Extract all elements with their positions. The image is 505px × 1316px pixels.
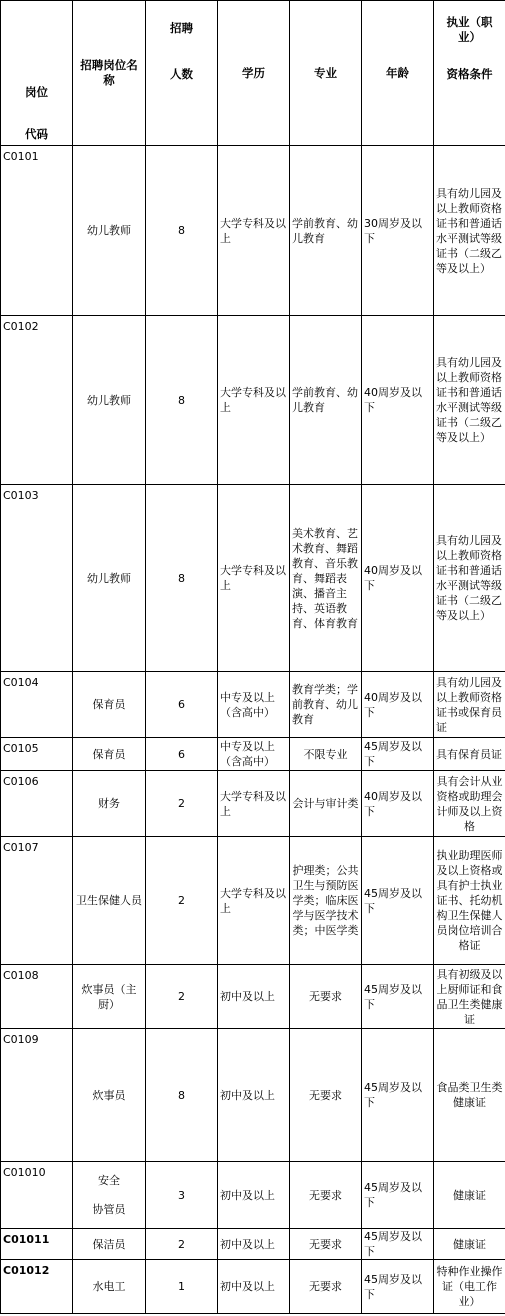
major: 无要求 [290,965,362,1029]
post-name: 幼儿教师 [73,146,146,316]
table-row [1,485,505,672]
post-count: 2 [146,965,218,1029]
age: 30周岁及以下 [362,146,434,316]
major: 学前教育、幼儿教育 [290,146,362,316]
header-post-name: 招聘岗位名称 [73,1,146,146]
education: 大学专科及以上 [218,146,290,316]
certification: 具有幼儿园及以上教师资格证书或保育员证 [434,672,505,738]
major: 学前教育、幼儿教育 [290,316,362,485]
table-row [1,837,505,965]
education: 大学专科及以上 [218,837,290,965]
header-certification: 执业（职业） 资格条件 [434,1,505,146]
major: 无要求 [290,1162,362,1229]
header-age: 年龄 [362,1,434,146]
post-code: C01011 [1,1229,73,1260]
table-row [1,965,505,1029]
post-count: 2 [146,771,218,837]
post-name: 幼儿教师 [73,485,146,672]
age: 45周岁及以下 [362,1229,434,1260]
certification: 具有幼儿园及以上教师资格证书和普通话水平测试等级证书（二级乙等及以上） [434,485,505,672]
post-code: C0105 [1,738,73,771]
table-row [1,672,505,738]
age: 45周岁及以下 [362,965,434,1029]
major: 护理类；公共卫生与预防医学类；临床医学与医学技术类；中医学类 [290,837,362,965]
post-count: 8 [146,316,218,485]
education: 初中及以上 [218,1260,290,1314]
post-code: C0106 [1,771,73,837]
table-row [1,738,505,771]
post-code: C0103 [1,485,73,672]
major: 无要求 [290,1260,362,1314]
education: 初中及以上 [218,1229,290,1260]
post-name: 保育员 [73,738,146,771]
major: 美术教育、艺术教育、舞蹈教育、音乐教育、舞蹈表演、播音主持、英语教育、体育教育 [290,485,362,672]
major: 无要求 [290,1229,362,1260]
table-row [1,1229,505,1260]
post-count: 8 [146,146,218,316]
post-code: C0104 [1,672,73,738]
certification: 执业助理医师及以上资格或具有护士执业证书、托幼机构卫生保健人员岗位培训合格证 [434,837,505,965]
education: 初中及以上 [218,965,290,1029]
education: 中专及以上（含高中） [218,738,290,771]
certification: 具有保育员证 [434,738,505,771]
post-count: 1 [146,1260,218,1314]
certification: 具有初级及以上厨师证和食品卫生类健康证 [434,965,505,1029]
post-name: 炊事员 [73,1029,146,1162]
major: 不限专业 [290,738,362,771]
certification: 具有会计从业资格或助理会计师及以上资格 [434,771,505,837]
post-code: C0109 [1,1029,73,1162]
table-row [1,316,505,485]
age: 40周岁及以下 [362,485,434,672]
certification: 食品类卫生类健康证 [434,1029,505,1162]
education: 大学专科及以上 [218,771,290,837]
post-name: 炊事员（主厨） [73,965,146,1029]
header-row [1,1,505,146]
table-row [1,1029,505,1162]
post-name: 保洁员 [73,1229,146,1260]
post-code: C0102 [1,316,73,485]
post-code: C0108 [1,965,73,1029]
age: 40周岁及以下 [362,771,434,837]
post-name: 保育员 [73,672,146,738]
post-name: 幼儿教师 [73,316,146,485]
certification: 具有幼儿园及以上教师资格证书和普通话水平测试等级证书（二级乙等及以上） [434,316,505,485]
header-post-code: 岗位 代码 [1,1,73,146]
header-major: 专业 [290,1,362,146]
post-name: 财务 [73,771,146,837]
major: 无要求 [290,1029,362,1162]
education: 初中及以上 [218,1162,290,1229]
post-count: 2 [146,837,218,965]
post-code: C0101 [1,146,73,316]
certification: 特种作业操作证（电工作业） [434,1260,505,1314]
age: 45周岁及以下 [362,1162,434,1229]
post-count: 3 [146,1162,218,1229]
header-count: 招聘 人数 [146,1,218,146]
post-count: 2 [146,1229,218,1260]
age: 45周岁及以下 [362,1029,434,1162]
major: 会计与审计类 [290,771,362,837]
education: 大学专科及以上 [218,316,290,485]
age: 45周岁及以下 [362,1260,434,1314]
post-count: 8 [146,485,218,672]
post-code: C01012 [1,1260,73,1314]
post-name: 水电工 [73,1260,146,1314]
post-count: 6 [146,672,218,738]
post-code: C01010 [1,1162,73,1229]
table-row [1,771,505,837]
age: 45周岁及以下 [362,837,434,965]
header-education: 学历 [218,1,290,146]
post-name: 安全 协管员 [73,1162,146,1229]
certification: 健康证 [434,1229,505,1260]
post-code: C0107 [1,837,73,965]
age: 40周岁及以下 [362,672,434,738]
certification: 具有幼儿园及以上教师资格证书和普通话水平测试等级证书（二级乙等及以上） [434,146,505,316]
post-count: 8 [146,1029,218,1162]
education: 初中及以上 [218,1029,290,1162]
table-row [1,1162,505,1229]
education: 中专及以上（含高中） [218,672,290,738]
post-count: 6 [146,738,218,771]
major: 教育学类；学前教育、幼儿教育 [290,672,362,738]
table-row [1,1260,505,1314]
table-row [1,146,505,316]
age: 40周岁及以下 [362,316,434,485]
age: 45周岁及以下 [362,738,434,771]
post-name: 卫生保健人员 [73,837,146,965]
education: 大学专科及以上 [218,485,290,672]
certification: 健康证 [434,1162,505,1229]
